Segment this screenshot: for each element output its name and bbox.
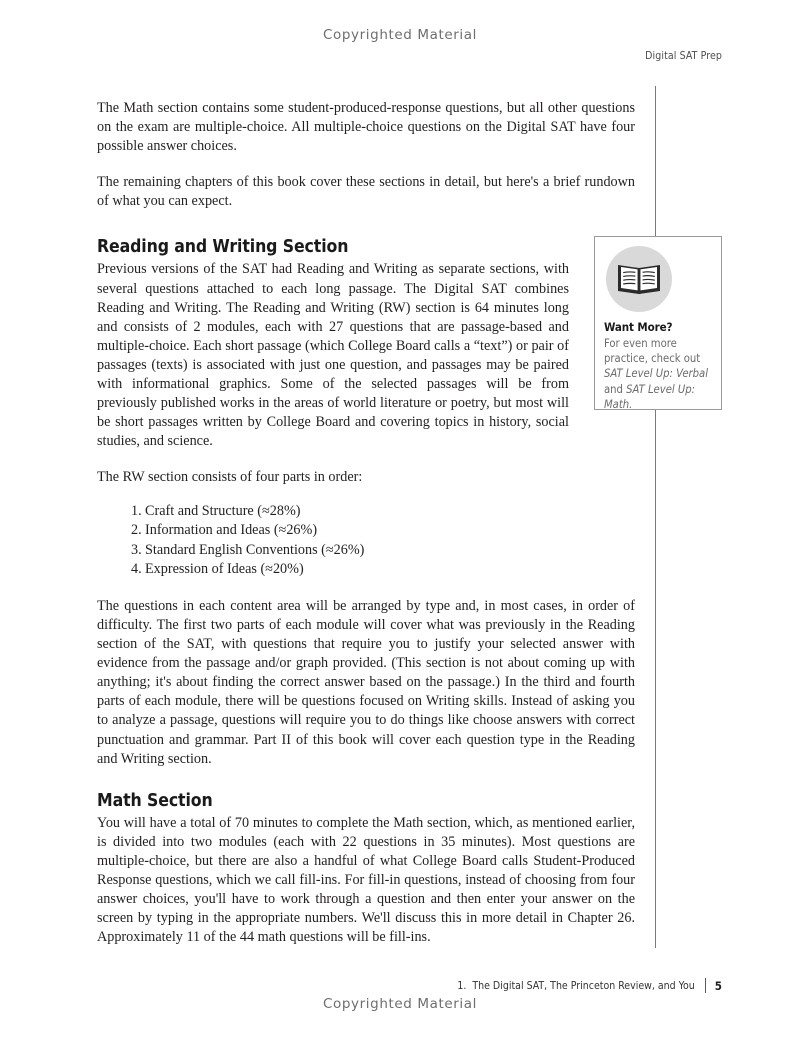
list-item-label: Expression of Ideas (≈20%) [145, 561, 304, 578]
column-rule [655, 86, 656, 948]
callout-line-3-title: SAT Level Up: Verbal [604, 367, 709, 381]
footer-chapter-title: The Digital SAT, The Princeton Review, and You [472, 979, 695, 992]
list-item [97, 541, 635, 561]
watermark-top: Copyrighted Material [323, 27, 477, 43]
list-item-number: 1. [131, 502, 142, 519]
list-item-label: Standard English Conventions (≈26%) [145, 541, 365, 558]
page-footer [457, 978, 722, 993]
math-paragraph-1: You will have a total of 70 minutes to complete the Math section, which, as mentioned earlier, is divided into two modules (each with 22 questions in 35 minutes). Most questions are multiple-choice, but there are also a handful of what College Board calls Student-Produced Response questions, which we call fill-ins. For fill-in questions, instead of choosing from four answer choices, you'll have to work through a question and then enter your answer on the screen by typing in the appropriate numbers. We'll discuss this in more detail in Chapter 26. Approximately 11 of the 44 math questions will be fill-ins. [97, 814, 635, 946]
callout-title: Want More? [604, 320, 673, 334]
reading-writing-paragraph-2: The questions in each content area will be arranged by type and, in most cases, in order of difficulty. The first two parts of each module will cover what was previously in the Reading section of the SAT, with questions that require you to justify your selected answer with evidence from the passage and/or graph provided. (This section is not about coming up with anything; it's about finding the correct answer based on the passage.) In the third and fourth parts of each module, there will be questions focused on Writing skills. Instead of asking you to analyze a passage, questions will require you to do things like choose answers with correct punctuation and grammar. Part II of this book will cover each question type in the Reading and Writing section. [97, 597, 635, 767]
callout-line-4-prefix: and [604, 382, 627, 396]
list-item [97, 502, 635, 522]
list-item [97, 521, 635, 541]
list-item-label: Craft and Structure (≈28%) [145, 502, 301, 519]
list-item [97, 560, 635, 580]
watermark-bottom: Copyrighted Material [323, 996, 477, 1012]
callout-line-1: For even more [604, 337, 677, 350]
list-item-number: 4. [131, 561, 142, 578]
intro-paragraph-2: The remaining chapters of this book cover these sections in detail, but here's a brief rundown of what you can expect. [97, 174, 635, 210]
callout-line-4-title: SAT Level Up: Math. [604, 382, 696, 411]
reading-writing-heading: Reading and Writing Section [97, 237, 349, 258]
list-item-label: Information and Ideas (≈26%) [145, 522, 318, 539]
reading-writing-paragraph-1: Previous versions of the SAT had Reading and Writing as separate sections, with several questions attached to each long passage. The Digital SAT combines Reading and Writing. The Reading and Writing (RW) section is 64 minutes long and consists of 2 modules, each with 27 questions that are passage-based and multiple-choice. Each short passage (which College Board calls a “text”) or pair of passages (texts) is associated with just one question, and passages may be paired with informational graphics. Some of the selected passages will be from previously published works in the areas of world literature or poetry, but most will be short passages written by College Board and covering topics in history, social studies, and science. [97, 261, 569, 450]
text-column [97, 99, 635, 960]
footer-divider [705, 978, 706, 993]
running-head: Digital SAT Prep [645, 50, 722, 62]
intro-paragraph-1: The Math section contains some student-produced-response questions, but all other questions on the exam are multiple-choice. All multiple-choice questions on the Digital SAT have four possible answer choices. [97, 100, 635, 155]
footer-page-number: 5 [714, 978, 722, 993]
rw-list-intro: The RW section consists of four parts in order: [97, 469, 363, 486]
callout-line-2: practice, check out [604, 352, 701, 366]
list-item-number: 2. [131, 522, 142, 539]
footer-chapter-number: 1. [457, 979, 467, 992]
rw-parts-list [97, 502, 635, 580]
list-item-number: 3. [131, 541, 142, 558]
math-heading: Math Section [97, 790, 213, 811]
